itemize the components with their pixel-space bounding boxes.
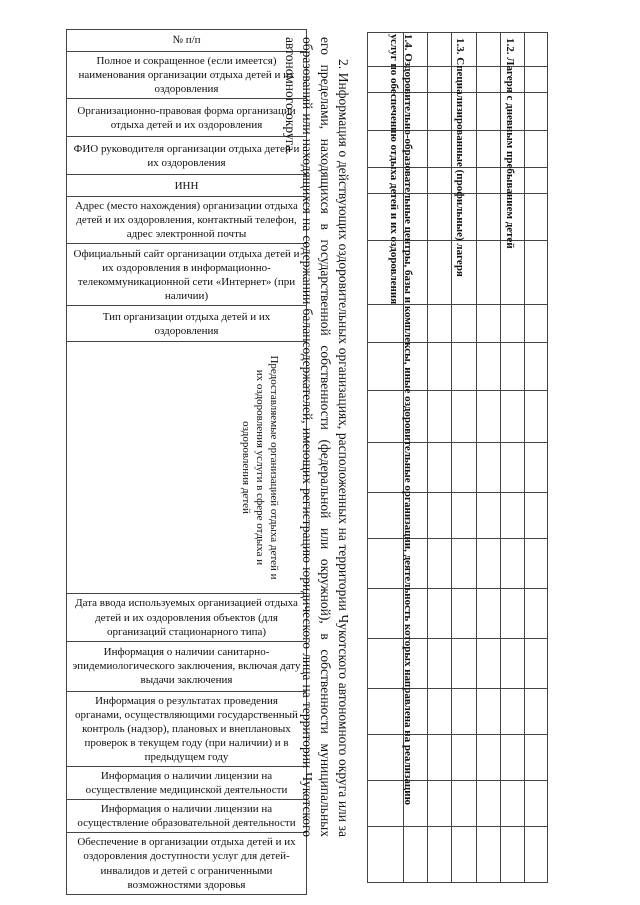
- section-2-text: 2. Информация о действующих оздоровительных организациях, расположенных на территории Чукотского автономного округа или за его пределами, находящихся в государственной собственности (федеральной или окружной), в собственности муниципальных образований или находящихся на содержании балансодержателей, имеющих регистрацию юридического лица на территории Чукотского автономного округа.: [282, 37, 351, 837]
- header-name: Полное и сокращенное (если имеется) наименования организации отдыха детей и их оздоровления: [67, 52, 307, 99]
- header-table: [66, 29, 307, 895]
- header-services-cell: [67, 342, 307, 594]
- header-head: ФИО руководителя организации отдыха детей и их оздоровления: [67, 137, 307, 175]
- header-legal-form: Организационно-правовая форма организации отдыха детей и их оздоровления: [67, 99, 307, 137]
- header-inn: ИНН: [67, 175, 307, 197]
- section-1-4-title: 1.4. Оздоровительно-образовательные центры, базы и комплексы, иные оздоровительные организации, деятельность которых направлена на реализацию услуг по обеспечению отдыха детей и их оздоровления: [387, 34, 414, 805]
- header-inspections: Информация о результатах проведения органами, осуществляющими государственный контроль (надзор), плановых и внеплановых проверок в текущем году (при наличии) и в предыдущем году: [67, 691, 307, 766]
- header-type: Тип организации отдыха детей и их оздоровления: [67, 306, 307, 342]
- header-website: Официальный сайт организации отдыха детей и их оздоровления в информационно-телекоммуникационной сети «Интернет» (при наличии): [67, 244, 307, 306]
- header-commission-date: Дата ввода используемых организацией отдыха детей и их оздоровления объектов (для организаций стационарного типа): [67, 594, 307, 641]
- header-row-no: № п/п: [67, 30, 307, 52]
- section-1-2-title: 1.2. Лагеря с дневным пребыванием детей: [504, 38, 516, 249]
- header-services: Предоставляемые организацией отдыха детей и их оздоровления услуги в сфере отдыха и оздоровления детей: [239, 355, 280, 581]
- header-accessibility: Обеспечение в организации отдыха детей и их оздоровления доступности услуг для детей-инвалидов и детей с ограниченными возможностями здоровья: [67, 833, 307, 894]
- section-1-3-title: 1.3. Специализированные (профильные) лагеря: [454, 38, 466, 277]
- header-education-license: Информация о наличии лицензии на осуществление образовательной деятельности: [67, 800, 307, 833]
- section-2-paragraph: [281, 37, 352, 837]
- header-medical-license: Информация о наличии лицензии на осуществление медицинской деятельности: [67, 767, 307, 800]
- header-address: Адрес (место нахождения) организации отдыха детей и их оздоровления, контактный телефон, адрес электронной почты: [67, 197, 307, 244]
- header-sanitary: Информация о наличии санитарно-эпидемиологического заключения, включая дату выдачи заключения: [67, 641, 307, 691]
